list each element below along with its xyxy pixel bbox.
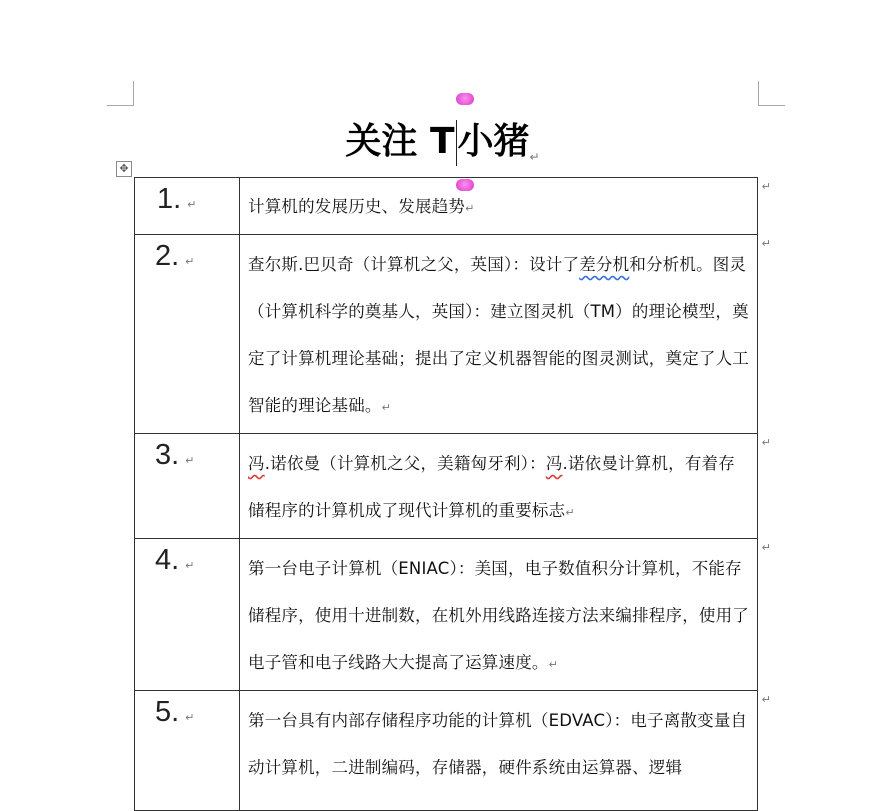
row-number: 2. — [155, 240, 180, 272]
row-text-cell[interactable] — [240, 434, 771, 539]
document-title[interactable] — [0, 118, 885, 181]
row-text-cell[interactable] — [240, 178, 771, 235]
paragraph-mark: ↵ — [565, 506, 575, 519]
paragraph-mark: ↵ — [185, 712, 195, 724]
row-text: .诺依曼（计算机之父，美籍匈牙利）： — [264, 454, 546, 473]
spelling-flag: 冯 — [545, 454, 563, 473]
table-row — [135, 434, 758, 539]
row-text-cell[interactable] — [240, 539, 771, 691]
row-number-cell[interactable] — [135, 178, 240, 235]
table-row — [135, 178, 758, 235]
paragraph-mark: ↵ — [185, 560, 195, 572]
row-number: 1. — [157, 183, 182, 215]
row-number: 4. — [155, 544, 180, 576]
title-text-right: 小猪 — [457, 121, 530, 162]
row-number: 5. — [155, 696, 180, 728]
row-number-cell[interactable] — [135, 691, 240, 811]
paragraph-mark: ↵ — [548, 658, 559, 671]
row-text-cell[interactable] — [240, 691, 771, 811]
paragraph-mark: ↵ — [529, 150, 540, 164]
row-number: 3. — [155, 439, 180, 471]
spelling-flag: 冯 — [248, 454, 265, 473]
row-end-mark: ↵ — [761, 180, 771, 193]
paragraph-mark: ↵ — [185, 455, 195, 467]
row-text: 查尔斯.巴贝奇（计算机之父，英国）：设计了 — [248, 255, 580, 274]
table-move-icon[interactable]: ✥ — [116, 161, 132, 177]
paragraph-mark: ↵ — [185, 256, 195, 268]
table-row — [135, 691, 758, 811]
row-number-cell[interactable] — [135, 539, 240, 691]
row-text: 和分析机。图灵（计算机科学的奠基人，英国）：建立图灵机（TM）的理论模型，奠定了计算机理论基础；提出了定义机器智能的图灵测试，奠定了人工智能的理论基础。 — [248, 255, 749, 415]
row-end-mark: ↵ — [761, 436, 771, 449]
paragraph-mark: ↵ — [381, 401, 392, 414]
row-number-cell[interactable] — [135, 434, 240, 539]
paragraph-mark: ↵ — [465, 202, 475, 215]
crop-mark-top-left — [107, 81, 134, 106]
row-number-cell[interactable] — [135, 235, 240, 434]
title-text-left: 关注 T — [345, 121, 455, 162]
paragraph-mark: ↵ — [187, 199, 197, 211]
text-cursor — [456, 120, 457, 166]
selection-handle-top[interactable] — [456, 93, 474, 105]
spelling-flag: 差分机 — [579, 255, 630, 274]
table-row — [135, 235, 758, 434]
row-text: 计算机的发展历史、发展趋势 — [248, 197, 466, 216]
table-row — [135, 539, 758, 691]
row-text: .诺依曼计算机，有着存储程序的计算机成了现代计算机的重要标志 — [248, 454, 735, 520]
row-text: 第一台具有内部存储程序功能的计算机（EDVAC）：电子离散变量自动计算机，二进制编码，存储器，硬件系统由运算器、逻辑 — [248, 711, 748, 777]
crop-mark-top-right — [758, 81, 785, 106]
row-text: 第一台电子计算机（ENIAC）：美国，电子数值积分计算机，不能存储程序，使用十进制数，在机外用线路连接方法来编排程序，使用了电子管和电子线路大大提高了运算速度。 — [248, 559, 749, 672]
row-end-mark: ↵ — [761, 693, 771, 706]
row-text-cell[interactable] — [240, 235, 771, 434]
content-table[interactable] — [134, 177, 771, 811]
row-end-mark: ↵ — [761, 541, 771, 554]
row-end-mark: ↵ — [761, 237, 771, 250]
